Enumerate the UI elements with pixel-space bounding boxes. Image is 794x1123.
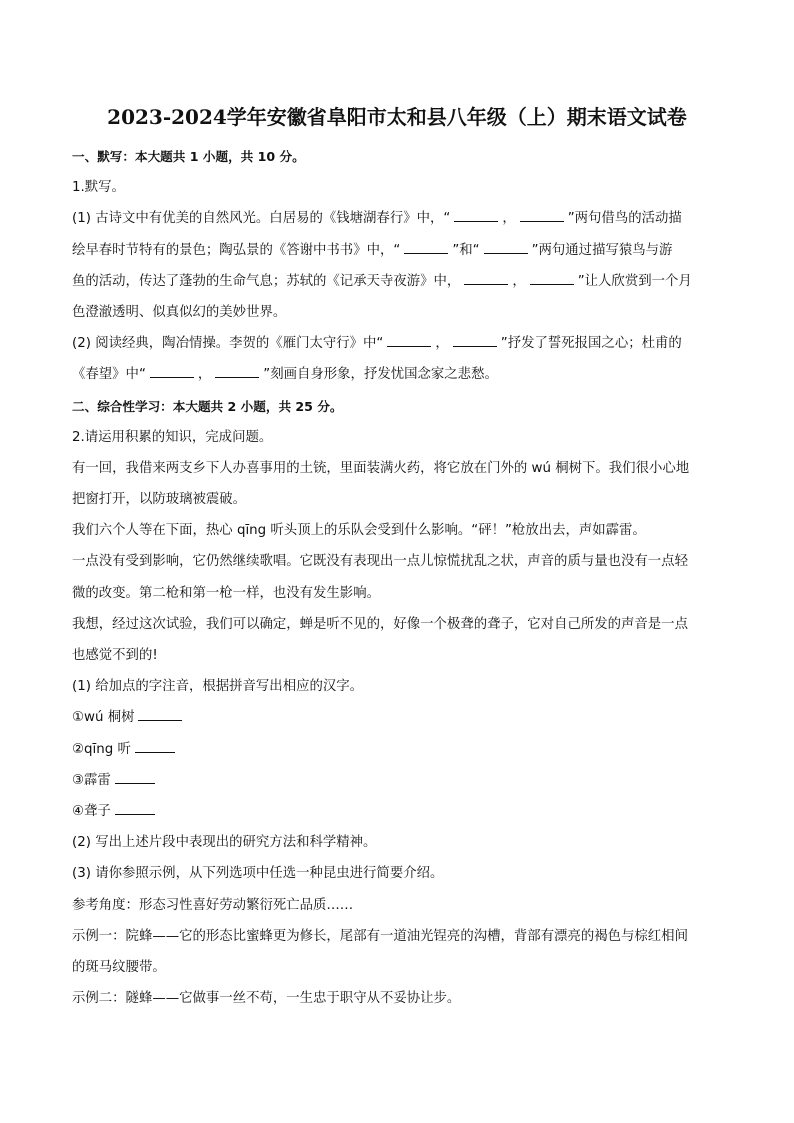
example-text: 示例一：院蜂——它的形态比蜜蜂更为修长，尾部有一道油光锃亮的沟槽，背部有漂亮的褐色与棕红相间 — [72, 928, 688, 944]
text-segment: 《春望》中“ — [72, 367, 146, 383]
text-segment: ， — [435, 336, 449, 352]
fill-item — [72, 796, 724, 827]
answer-blank[interactable] — [138, 708, 182, 721]
passage-text: 把窗打开，以防玻璃被震破。 — [72, 492, 247, 508]
text-segment: (2) 阅读经典，陶冶情操。李贺的《雁门太守行》中“ — [72, 336, 384, 352]
answer-blank[interactable] — [115, 771, 155, 784]
text-segment: ”和“ — [452, 242, 480, 258]
answer-blank[interactable] — [484, 241, 528, 254]
text-segment: ”两句借鸟的活动描 — [567, 211, 682, 227]
text-segment: ， — [502, 211, 516, 227]
item-label: ③霹雷 — [72, 772, 111, 788]
sub-question: (1) 给加点的字注音，根据拼音写出相应的汉字。 — [72, 679, 364, 695]
sub-question: (3) 请你参照示例，从下列选项中任选一种昆虫进行简要介绍。 — [72, 866, 444, 882]
answer-blank[interactable] — [150, 365, 194, 378]
passage-text: 我想，经过这次试验，我们可以确定，蝉是听不见的，好像一个极聋的聋子，它对自己所发的声音是一点 — [72, 616, 688, 632]
answer-blank[interactable] — [520, 209, 564, 222]
answer-blank[interactable] — [215, 365, 259, 378]
question-text — [72, 203, 724, 234]
text-segment: ”抒发了誓死报国之心；杜甫的 — [500, 336, 682, 352]
answer-blank[interactable] — [404, 241, 448, 254]
item-label: ④聋子 — [72, 803, 111, 819]
answer-blank[interactable] — [453, 334, 497, 347]
reference-angle: 参考角度：形态习性喜好劳动繁衍死亡品质…… — [72, 897, 354, 913]
text-segment: 鱼的活动，传达了蓬勃的生命气息；苏轼的《记承天寺夜游》中， — [72, 273, 461, 289]
sub-question: (2) 写出上述片段中表现出的研究方法和科学精神。 — [72, 835, 377, 851]
exam-content — [72, 141, 724, 1014]
fill-item — [72, 765, 724, 796]
fill-item — [72, 702, 724, 733]
text-segment: ”让人欣赏到一个月 — [577, 273, 692, 289]
example-text: 示例二：隧蜂——它做事一丝不苟，一生忠于职守从不妥协让步。 — [72, 991, 461, 1007]
question-text — [72, 235, 724, 266]
passage-text: 有一回，我借来两支乡下人办喜事用的土铳，里面装满火药，将它放在门外的 wú 桐树下。我们很小心地 — [72, 460, 690, 476]
passage-text: 我们六个人等在下面，热心 qīng 听头顶上的乐队会受到什么影响。“砰！”枪放出去，声如霹雷。 — [72, 523, 646, 539]
item-label: ①wú 桐树 — [72, 710, 135, 726]
section-heading: 二、综合性学习：本大题共 2 小题，共 25 分。 — [72, 398, 343, 414]
question-title: 2.请运用积累的知识，完成问题。 — [72, 429, 273, 445]
item-label: ②qīng 听 — [72, 741, 131, 757]
question-text — [72, 266, 724, 297]
question-text — [72, 359, 724, 390]
question-title: 1.默写。 — [72, 180, 125, 196]
text-segment: (1) 古诗文中有优美的自然风光。白居易的《钱塘湖春行》中，“ — [72, 211, 451, 227]
answer-blank[interactable] — [530, 272, 574, 285]
answer-blank[interactable] — [135, 740, 175, 753]
passage-text: 一点没有受到影响，它仍然继续歌唱。它既没有表现出一点儿惊慌扰乱之状，声音的质与量也没有一点轻 — [72, 554, 688, 570]
example-text: 的斑马纹腰带。 — [72, 959, 166, 975]
text-segment: ”刻画自身形象，抒发忧国念家之悲愁。 — [263, 367, 498, 383]
answer-blank[interactable] — [454, 209, 498, 222]
text-segment: ， — [197, 367, 212, 383]
text-segment: ， — [512, 273, 526, 289]
page-title: 2023-2024学年安徽省阜阳市太和县八年级（上）期末语文试卷 — [107, 105, 687, 129]
text-segment: ”两句通过描写猿鸟与游 — [531, 242, 673, 258]
section-heading: 一、默写：本大题共 1 小题，共 10 分。 — [72, 149, 305, 164]
answer-blank[interactable] — [387, 334, 431, 347]
question-text — [72, 328, 724, 359]
passage-text: 也感觉不到的! — [72, 648, 158, 663]
text-segment: 绘早春时节特有的景色；陶弘景的《答谢中书书》中，“ — [72, 242, 401, 258]
answer-blank[interactable] — [115, 802, 155, 815]
answer-blank[interactable] — [464, 272, 508, 285]
question-text: 色澄澈透明、似真似幻的美妙世界。 — [72, 304, 287, 320]
fill-item — [72, 734, 724, 765]
passage-text: 微的改变。第二枪和第一枪一样，也没有发生影响。 — [72, 585, 380, 601]
